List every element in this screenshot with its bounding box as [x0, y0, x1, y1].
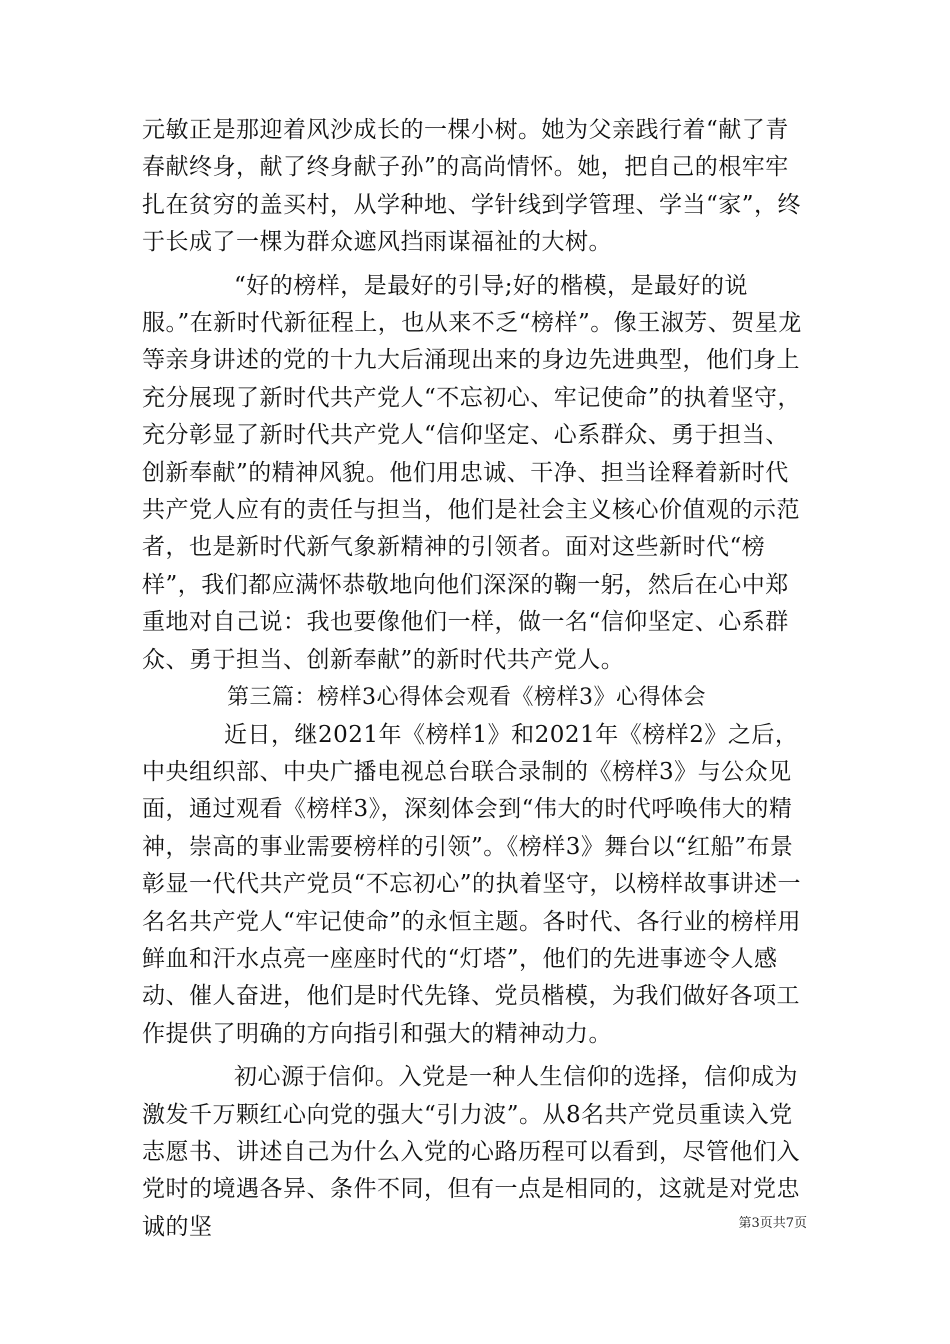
document-body — [142, 112, 812, 1246]
paragraph-1: 元敏正是那迎着风沙成长的一棵小树。她为父亲践行着“献了青春献终身，献了终身献子孙”的高尚情怀。她，把自己的根牢牢扎在贫穷的盖买村，从学种地、学针线到学管理、学当“家”，终于长成了一棵为群众遮风挡雨谋福祉的大树。 — [142, 117, 802, 256]
page-number: 第3页共7页 — [738, 1216, 807, 1231]
paragraph-3: 近日，继2021年《榜样1》和2021年《榜样2》之后，中央组织部、中央广播电视总台联合录制的《榜样3》与公众见面，通过观看《榜样3》，深刻体会到“伟大的时代呼唤伟大的精神，崇高的事业需要榜样的引领”。《榜样3》舞台以“红船”布景彰显一代代共产党员“不忘初心”的执着坚守，以榜样故事讲述一名名共产党人“牢记使命”的永恒主题。各时代、各行业的榜样用鲜血和汗水点亮一座座时代的“灯塔”，他们的先进事迹令人感动、催人奋进，他们是时代先锋、党员楷模，为我们做好各项工作提供了明确的方向指引和强大的精神动力。 — [142, 721, 802, 1047]
paragraph-4: 初心源于信仰。入党是一种人生信仰的选择，信仰成为激发千万颗红心向党的强大“引力波”。从8名共产党员重读入党志愿书、讲述自己为什么入党的心路历程可以看到，尽管他们入党时的境遇各异、条件不同，但有一点是相同的，这就是对党忠诚的坚 — [142, 1064, 800, 1240]
section-heading: 第三篇：榜样3心得体会观看《榜样3》心得体会 — [227, 685, 706, 711]
paragraph-2: “好的榜样，是最好的引导;好的楷模，是最好的说服。”在新时代新征程上，也从来不乏“榜样”。像王淑芳、贺星龙等亲身讲述的党的十九大后涌现出来的身边先进典型，他们身上充分展现了新时代共产党人“不忘初心、牢记使命”的执着坚守，充分彰显了新时代共产党人“信仰坚定、心系群众、勇于担当、创新奉献”的精神风貌。他们用忠诚、干净、担当诠释着新时代共产党人应有的责任与担当，他们是社会主义核心价值观的示范者，也是新时代新气象新精神的引领者。面对这些新时代“榜样”，我们都应满怀恭敬地向他们深深的鞠一躬，然后在心中郑重地对自己说：我也要像他们一样，做一名“信仰坚定、心系群众、勇于担当、创新奉献”的新时代共产党人。 — [142, 272, 802, 673]
